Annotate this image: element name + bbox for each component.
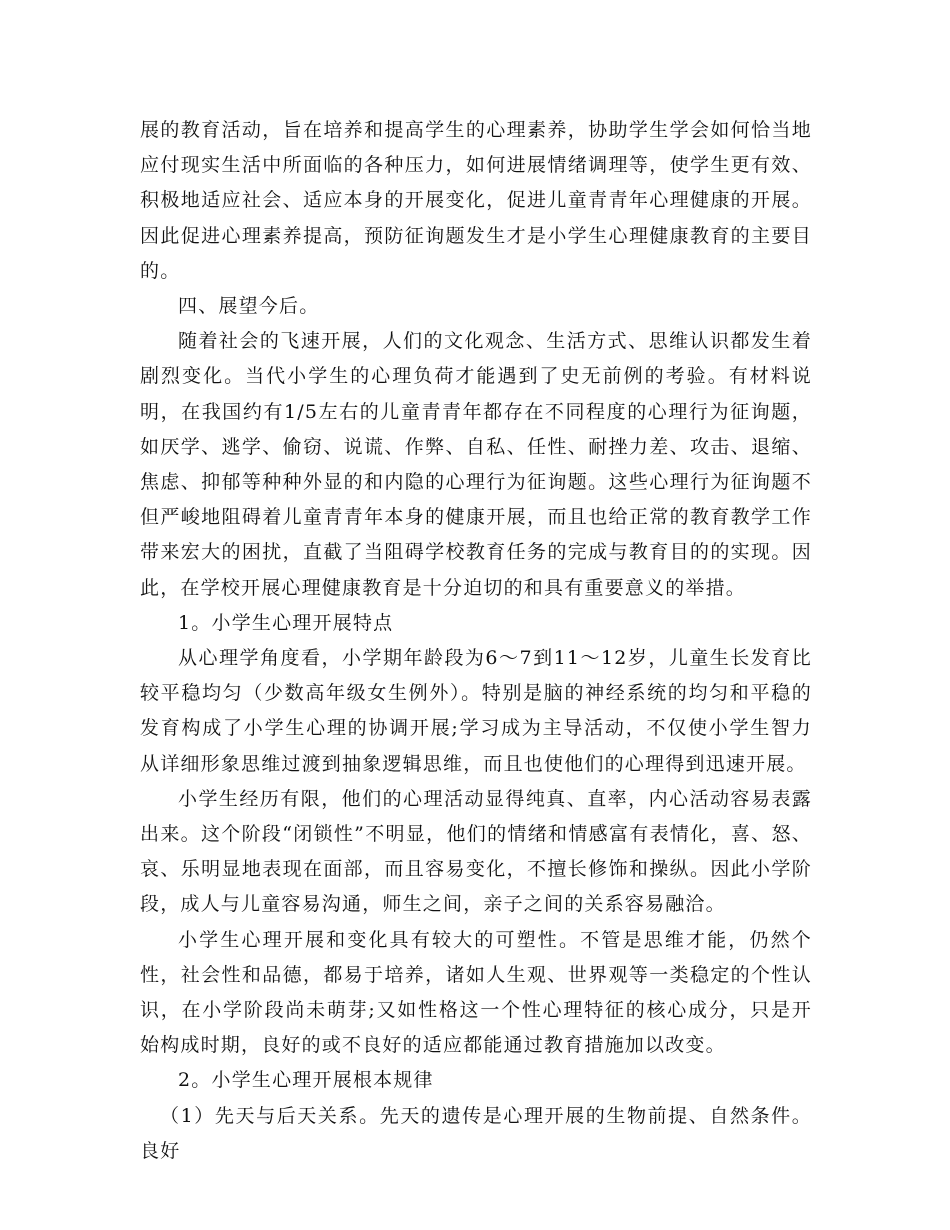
paragraph-intro-continuation: 展的教育活动，旨在培养和提高学生的心理素养，协助学生学会如何恰当地应付现实生活中所面临的各种压力，如何进展情绪调理等，使学生更有效、积极地适应社会、适应本身的开展变化，促进儿童青青年心理健康的开展。因此促进心理素养提高，预防征询题发生才是小学生心理健康教育的主要目的。 <box>140 119 812 282</box>
subheading-characteristics: 1。小学生心理开展特点 <box>178 611 394 634</box>
paragraph-nature-nurture: （1）先天与后天关系。先天的遗传是心理开展的生物前提、自然条件。良好 <box>140 1104 812 1162</box>
paragraph-social-development: 随着社会的飞速开展，人们的文化观念、生活方式、思维认识都发生着剧烈变化。当代小学生的心理负荷才能遇到了史无前例的考验。有材料说明，在我国约有1/5左右的儿童青青年都存在不同程度的心理行为征询题，如厌学、逃学、偷窃、说谎、作弊、自私、任性、耐挫力差、攻击、退缩、焦虑、抑郁等种种外显的和内隐的心理行为征询题。这些心理行为征询题不但严峻地阻碍着儿童青青年本身的健康开展，而且也给正常的教育教学工作带来宏大的困扰，直截了当阻碍学校教育任务的完成与教育目的的实现。因此，在学校开展心理健康教育是十分迫切的和具有重要意义的举措。 <box>140 330 812 599</box>
paragraph-plasticity: 小学生心理开展和变化具有较大的可塑性。不管是思维才能，仍然个性，社会性和品德，都易于培养，诸如人生观、世界观等一类稳定的个性认识，在小学阶段尚未萌芽;又如性格这一个性心理特征的核心成分，只是开始构成时期，良好的或不良好的适应都能通过教育措施加以改变。 <box>140 928 812 1057</box>
paragraph-limited-experience: 小学生经历有限，他们的心理活动显得纯真、直率，内心活动容易表露出来。这个阶段“闭锁性”不明显，他们的情绪和情感富有表情化，喜、怒、哀、乐明显地表现在面部，而且容易变化，不擅长修饰和操纵。因此小学阶段，成人与儿童容易沟通，师生之间，亲子之间的关系容易融洽。 <box>140 787 812 916</box>
paragraph-psychology-age: 从心理学角度看，小学期年龄段为6～7到11～12岁，儿童生长发育比较平稳均匀（少数高年级女生例外）。特别是脑的神经系统的均匀和平稳的发育构成了小学生心理的协调开展;学习成为主导活动，不仅使小学生智力从详细形象思维过渡到抽象逻辑思维，而且也使他们的心理得到迅速开展。 <box>140 647 812 775</box>
document-body <box>140 113 812 1169</box>
subheading-basic-laws: 2。小学生心理开展根本规律 <box>178 1069 434 1092</box>
section-heading-outlook: 四、展望今后。 <box>178 295 320 318</box>
